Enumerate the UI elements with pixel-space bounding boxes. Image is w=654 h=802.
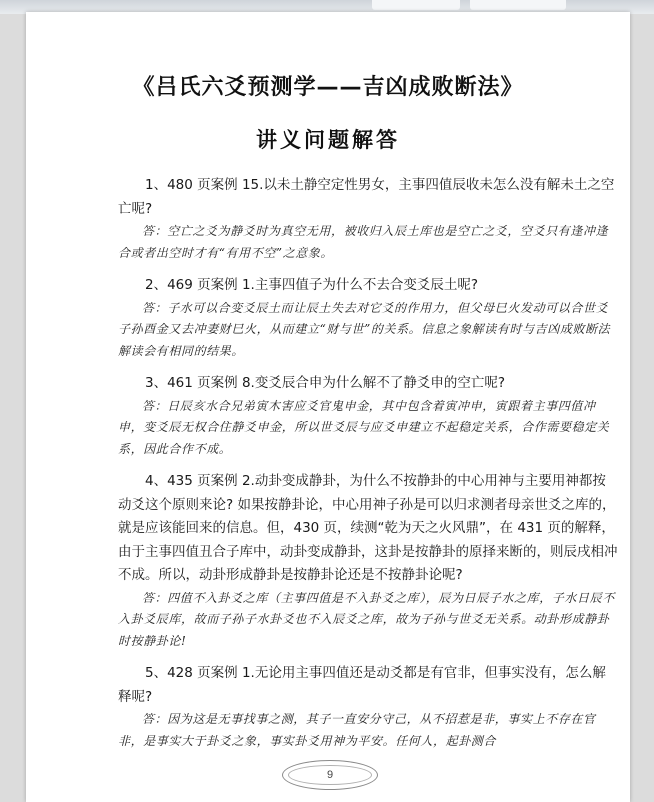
answer-text: 答：四值不入卦爻之库（主事四值是不入卦爻之库），辰为日辰子水之库，子水日辰不入卦爻辰库，故而子孙子水卦爻也不入辰爻之库，故为子孙与世爻无关系。动卦形成静卦时按静卦论!: [118, 590, 615, 648]
answer-text: 答：日辰亥水合兄弟寅木害应爻官鬼申金，其中包含着寅冲申，寅跟着主事四值冲申，变爻辰无权合住静爻申金，所以世爻辰与应爻申建立不起稳定关系，合作需要稳定关系，因此合作不成。: [118, 398, 610, 456]
document-page: [26, 12, 630, 802]
qa-item: [118, 174, 618, 264]
page-number: 9: [282, 760, 378, 790]
toolbar-tab[interactable]: [470, 0, 566, 10]
question-text: 3、461 页案例 8.变爻辰合申为什么解不了静爻申的空亡呢?: [145, 375, 505, 391]
answer-text: 答：空亡之爻为静爻时为真空无用，被收归入辰土库也是空亡之爻，空爻只有逢冲逢合或者出空时才有“有用不空”之意象。: [118, 224, 609, 260]
document-title: 《吕氏六爻预测学——吉凶成败断法》: [132, 75, 524, 100]
question-text: 5、428 页案例 1.无论用主事四值还是动爻都是有官非，但事实没有，怎么解释呢?: [118, 665, 606, 705]
qa-item: [118, 274, 618, 362]
answer-text: 答：因为这是无事找事之测，其子一直安分守己，从不招惹是非，事实上不存在官非，是事实大于卦爻之象，事实卦爻用神为平安。任何人，起卦测合: [118, 712, 596, 748]
qa-list: [118, 174, 618, 762]
toolbar-tab[interactable]: [372, 0, 460, 10]
answer-text: 答：子水可以合变爻辰土而让辰土失去对它爻的作用力，但父母巳火发动可以合世爻子孙酉金又去冲妻财巳火，从而建立“财与世”的关系。信息之象解读有时与吉凶成败断法解读会有相同的结果。: [118, 300, 611, 358]
question-text: 4、435 页案例 2.动卦变成静卦，为什么不按静卦的中心用神与主要用神都按动爻这个原则来论? 如果按静卦论，中心用神子孙是可以归求测者母亲世爻之库的，就是应该能回来的信息。但，430 页，续测“乾为天之火风鼎”，在 431 页的解释，由于主事四值丑合子库中，动卦变成静卦，这卦是按静卦的原择来断的，则辰戌相冲不成。所以，动卦形成静卦是按静卦论还是不按静卦论呢?: [118, 473, 618, 583]
question-text: 1、480 页案例 15.以未土静空定性男女，主事四值辰收未怎么没有解未土之空亡呢?: [118, 177, 615, 217]
qa-item: [118, 470, 618, 652]
qa-item: [118, 662, 618, 752]
document-subtitle: 讲义问题解答: [256, 128, 400, 152]
qa-item: [118, 372, 618, 460]
question-text: 2、469 页案例 1.主事四值子为什么不去合变爻辰土呢?: [145, 277, 478, 293]
